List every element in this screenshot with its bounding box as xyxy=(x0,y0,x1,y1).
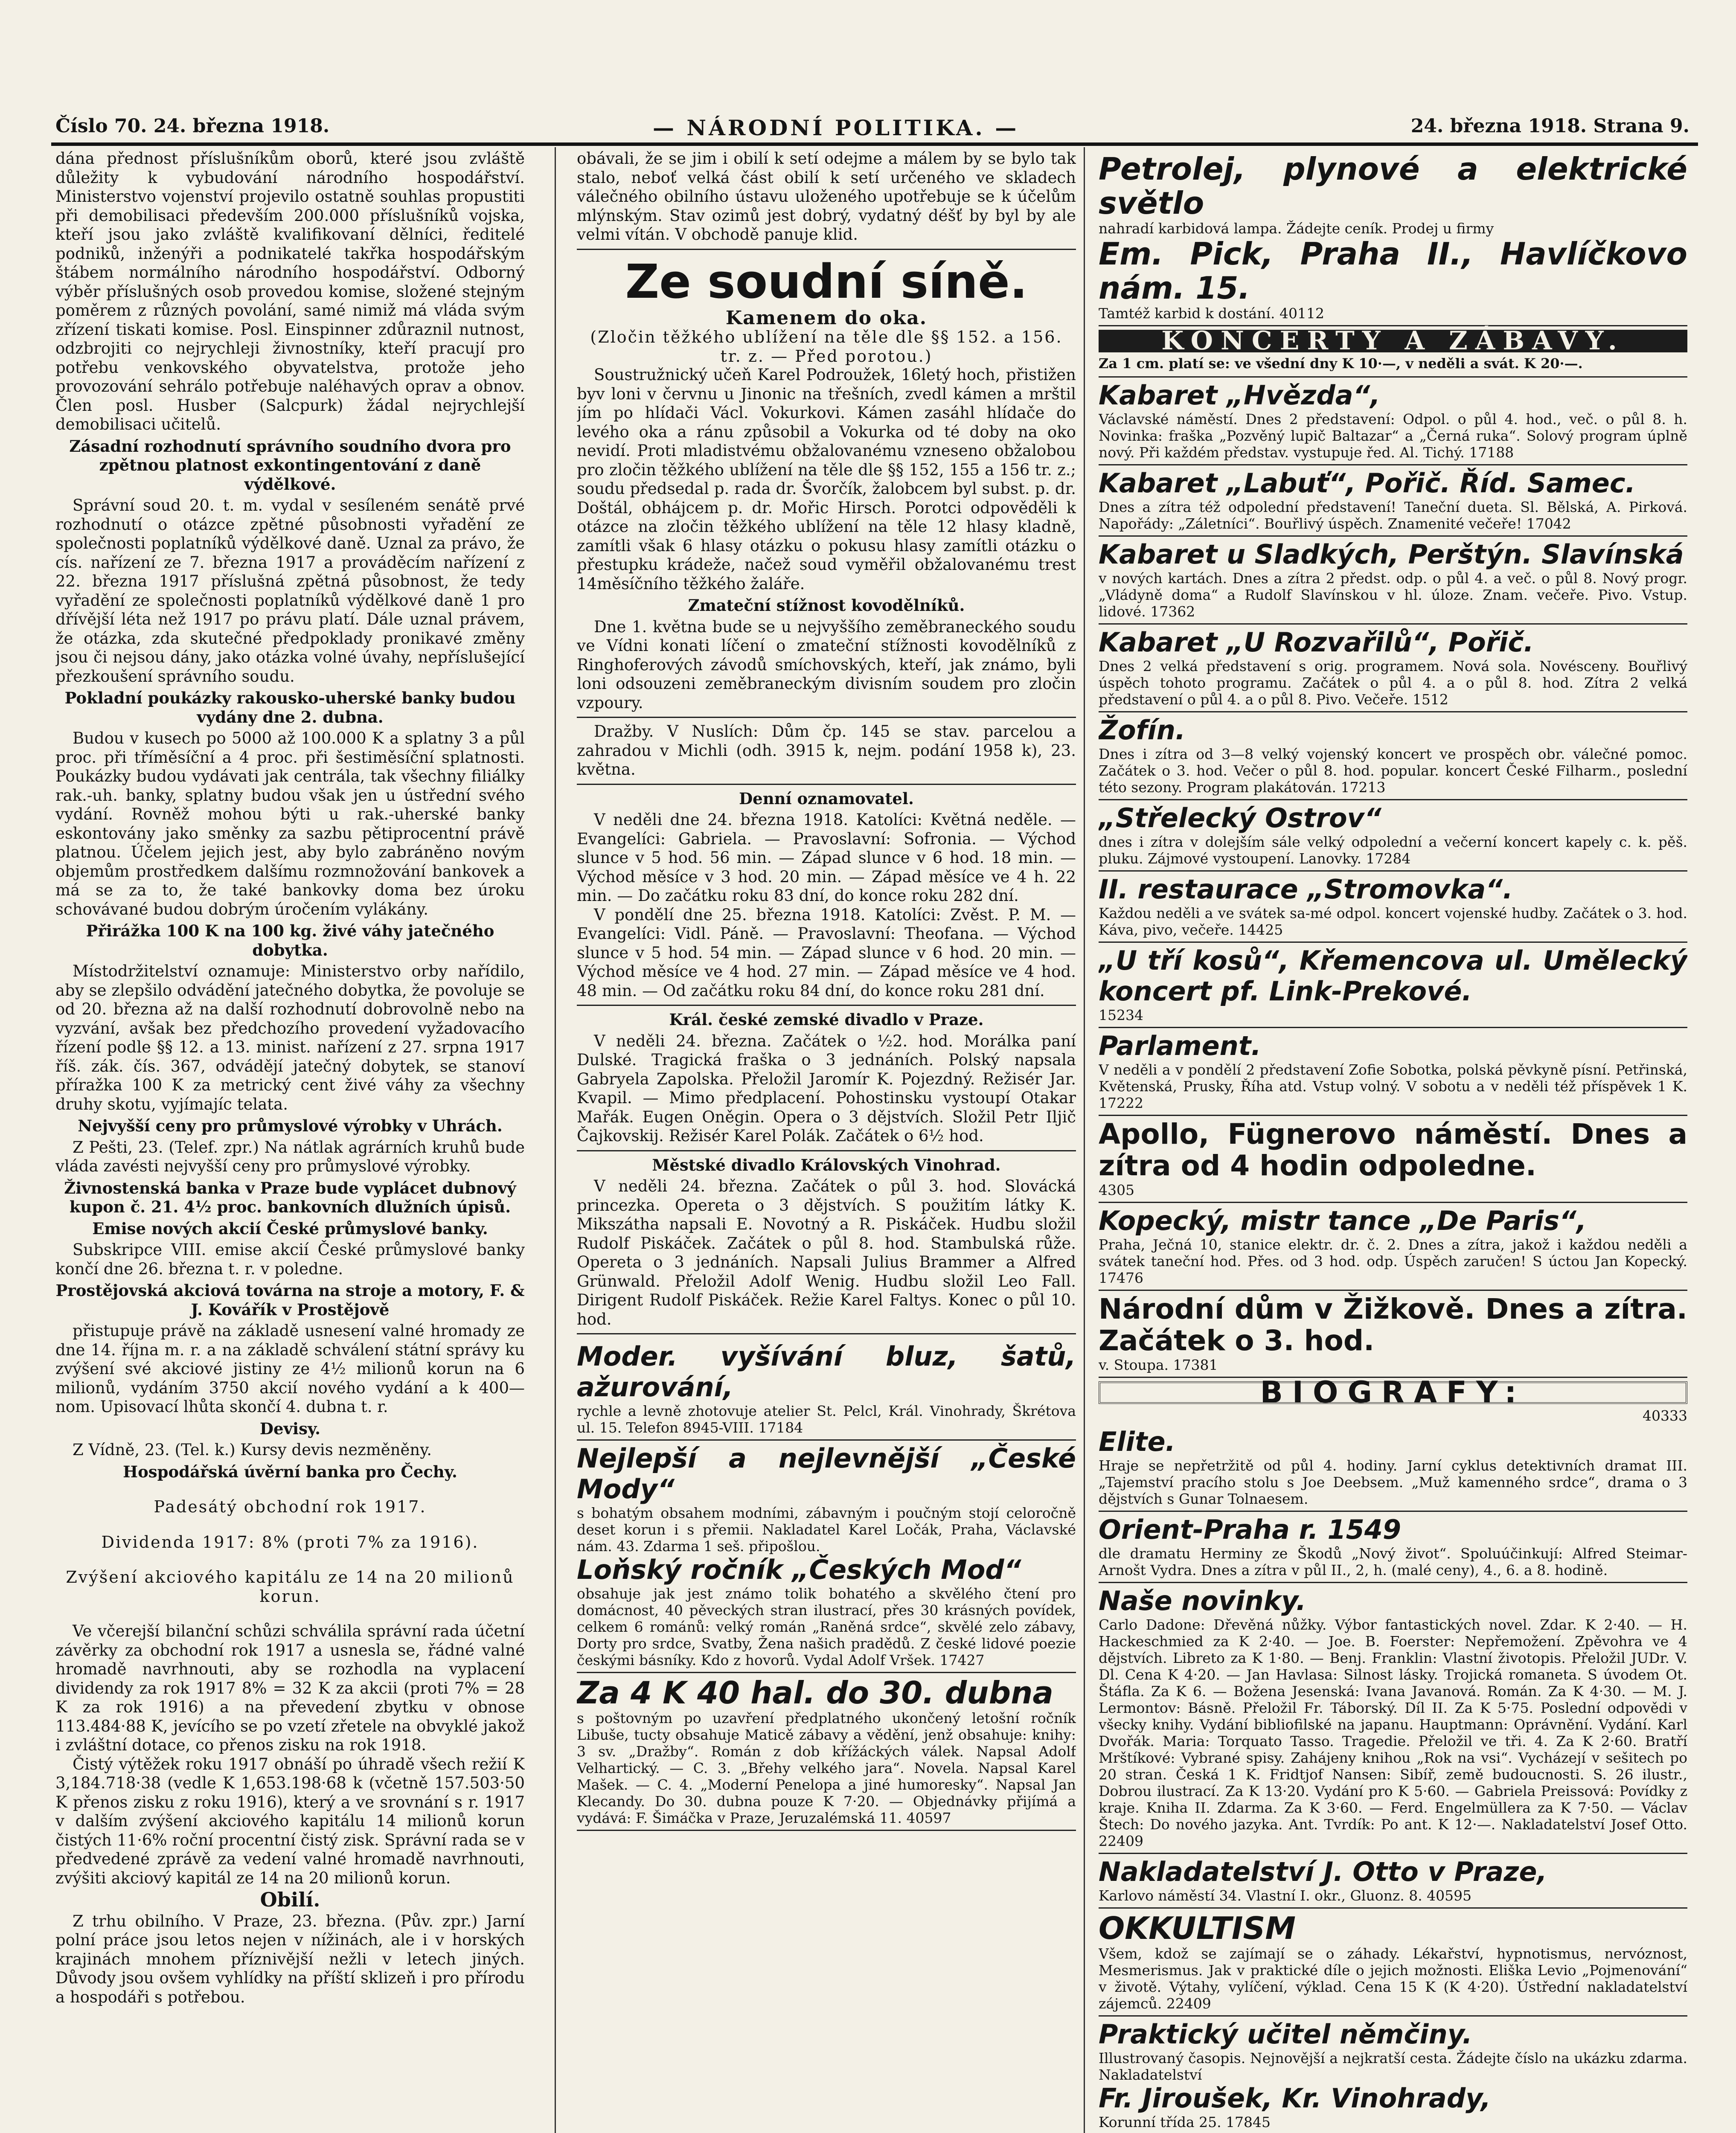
headline: Král. české zemské divadlo v Praze. xyxy=(669,1010,984,1029)
ad-body: Václavské náměstí. Dnes 2 představení: Odpol. o půl 4. hod., več. o půl 8. h. Novinka: fraška „Pozvěný lupič Baltazar“ a „Černá ruka“. Solový program úplně nový. Při každém představ. vystupuje řed. Al. Tichý. 17188 xyxy=(1099,411,1687,461)
ad-title: Loňský ročník „Českých Mod“ xyxy=(577,1554,1021,1585)
headline: Zmateční stížnost kovodělníků. xyxy=(688,596,965,615)
section-title: Ze soudní síně. xyxy=(625,254,1028,309)
article-subtitle: (Zločin těžkého ublížení na těle dle §§ 152. a 156. tr. z. — Před porotou.) xyxy=(590,328,1063,366)
advertisement xyxy=(1099,800,1687,872)
advertisement xyxy=(577,1441,1076,1673)
ad-body: Karlovo náměstí 34. Vlastní I. okr., Gluonz. 8. 40595 xyxy=(1099,1887,1472,1904)
ad-title: Moder. vyšívání bluz, šatů, ažurování, xyxy=(577,1341,1076,1403)
ad-body: Hraje se nepřetržitě od půl 4. hodiny. Jarní cyklus detektivních dramat III. „Tajemství pracího stolu s Joe Deebsem. „Muž kamenného srdce“, drama o 3 dějstvích s Gunar Tolnaesem. xyxy=(1099,1457,1687,1507)
newspaper-title: — NÁRODNÍ POLITIKA. — xyxy=(653,115,1019,140)
headline: Přirážka 100 K na 100 kg. živé váhy jatečného dobytka. xyxy=(86,921,494,959)
ad-body: Dnes a zítra též odpolední představení! Taneční dueta. Sl. Bělská, A. Pirková. Napořády: „Záletníci“. Bouřlivý úspěch. Znamenité večeře! 17042 xyxy=(1099,499,1687,532)
ad-title: OKKULTISM xyxy=(1099,1910,1296,1946)
article-text: dána přednost příslušníkům oborů, které jsou zvláště důležity k vybudování národního hospodářství. Ministerstvo vojenství projevilo ostatně souhlas propustiti při demobilisaci především 200.000 příslušníků vojska, kteří jsou jako zvláště kvalifikovaní dělníci, ředitelé podniků, inženýři a podnikatelé takřka hospodářským štábem normálního národního hospodářství. Odborný výběr příslušných osob provedou komise, složené stejným poměrem z různých povolání, samé nimiž má vláda svým zřízení tiskati komise. Posl. Einspinner zdůraznil nutnost, odzbrojiti co nejrychleji živnostníky, kteří pracují pro potřebu venkovského obyvatelstva, protože jeho provozování sehrálo potřebuje naléhavých oprav a obnov. Člen posl. Husber (Salcpurk) žádal nejrychlejší demobilisaci učitelů. xyxy=(55,149,525,433)
divider xyxy=(577,784,1076,785)
ad-body: s poštovným po uzavření předplatného ukončený letošní ročník Libuše, tucty obsahuje Maticě zábavy a vědění, jenž obsahuje: knihy: 3 sv. „Dražby“. Román z dob křížáckých válek. Napsal Adolf Velhartický. — C. 3. „Břehy velkého jara“. Novela. Napsal Karel Mašek. — C. 4. „Moderní Penelopa a jiné humoresky“. Napsal Jan Klecandy. Do 30. dubna pouze K 7·20. — Objednávky přijímá a vydává: F. Šimáčka v Praze, Jeruzalémská 11. 40597 xyxy=(577,1710,1076,1826)
subheadline: Zvýšení akciového kapitálu ze 14 na 20 milionů korun. xyxy=(66,1568,515,1606)
ad-body: v nových kartách. Dnes a zítra 2 předst. odp. o půl 4. a več. o půl 8. Nový progr. „Vládyně doma“ a Rudolf Slavínskou v hl. úloze. Znam. večeře. Pivo. Vstup. lidové. 17362 xyxy=(1099,570,1687,620)
headline: Zásadní rozhodnutí správního soudního dvora pro zpětnou platnost exkontingentování z daně výdělkové. xyxy=(69,436,511,494)
article-text: obávali, že se jim i obilí k setí odejme a málem by se bylo tak stalo, neboť velká část obilí k setí určeného ve skladech válečného obilního ústavu uloženého upotřebuje se k účelům mlýnským. Stav ozimů jest dobrý, vydatný déšť by byl by ale velmi vítán. V obchodě panuje klid. xyxy=(577,149,1076,244)
article-text: V neděli 24. března. Začátek o půl 3. hod. Slovácká princezka. Opereta o 3 dějstvích. S použitím látky K. Mikszátha napsali E. Novotný a R. Piskáček. Hudbu složil Rudolf Piskáček. Začátek o půl 8. hod. Stambulská růže. Opereta o 3 jednáních. Napsali Julius Brammer a Alfred Grünwald. Přeložil Adolf Wenig. Hudbu složil Leo Fall. Dirigent Rudolf Piskáček. Režie Karel Faltys. Konec o půl 10. hod. xyxy=(577,1177,1076,1328)
advertisement xyxy=(1099,1116,1687,1203)
headline: Nejvyšší ceny pro průmyslové výrobky v Uhrách. xyxy=(78,1116,503,1135)
advertisement xyxy=(1099,378,1687,465)
advertisement xyxy=(1099,1203,1687,1291)
advertisement xyxy=(1099,1291,1687,1378)
ad-title: Elite. xyxy=(1099,1426,1176,1457)
article-text: Z Pešti, 23. (Telef. zpr.) Na nátlak agrárních kruhů bude vláda zavésti nejvyšší ceny pro průmyslové výrobky. xyxy=(55,1138,525,1175)
banner-price-note: Za 1 cm. platí se: ve všední dny K 10·—, v neděli a svát. K 20·—. xyxy=(1099,352,1687,378)
ad-title: Petrolej, plynové a elektrické světlo xyxy=(1099,151,1687,221)
article-text: Čistý výtěžek roku 1917 obnáší po úhradě všech režií K 3,184.718·38 (vedle K 1,653.198·68 k (včetně 157.503·50 K přenos zisku z roku 1916), který a ve srovnání s r. 1917 v dalším zvýšení akciového kapitálu 14 milionů korun čistých 11·6% roční procentní čistý zisk. Správní rada se v předvedené zprávě za vedení valné hromadě navrhnouti, zvýšiti akciový kapitál ze 14 na 20 milionů korun. xyxy=(55,1755,525,1887)
ad-title: Kabaret „Hvězda“, xyxy=(1099,380,1381,411)
advertisement xyxy=(1099,1512,1687,1583)
ad-body: Carlo Dadone: Dřevěná nůžky. Výbor fantastických novel. Zdar. K 2·40. — H. Hackeschmied za K 2·40. — Joe. B. Foerster: Nepřemožení. Zpěvohra ve 4 dějstvích. Libreto za K 1·80. — Benj. Franklin: Vlastní životopis. Přeložil JUDr. V. Dl. Cena K 4·20. — Jan Havlasa: Silnost lásky. Trojická romaneta. S úvodem Ot. Štáfla. Za K 6. — Božena Jesenská: Ivana Javanová. Román. Za K 4·30. — M. J. Lermontov: Básně. Přeložil Fr. Táborský. Díl II. Za K 5·75. Poslední odpovědi v všecky knihy. Vydání bibliofilské na japanu. Hauptmann: Oprávnění. Vydání. Karl Dvořák. Maria: Torquato Tasso. Tragedie. Přeložil ve tři. 4. Za K 2·60. Bratří Mrštíkové: Vybrané spisy. Zahájeny knihou „Rok na vsi“. Vycházejí v sešitech po 20 stran. Česká 1 K. Fridtjof Nansen: Sibíř, země budoucnosti. S. 26 ilustr., Dobrou ilustrací. Za K 13·20. Vydání pro K 5·60. — Gabriela Preissová: Povídky z kraje. Kniha II. Zdarma. Za K 3·60. — Ferd. Engelmüllera za K 7·50. — Václav Štech: Do nového jazyka. Ant. Tvrdík: Po ant. K 12·—. Nakladatelství Josef Otto. 22409 xyxy=(1099,1616,1687,1849)
ad-body: Každou neděli a ve svátek sa-mé odpol. koncert vojenské hudby. Začátek o 3. hod. Káva, pivo, večeře. 14425 xyxy=(1099,905,1687,938)
ad-body: obsahuje jak jest známo tolik bohatého a skvělého čtení pro domácnost, 40 pěveckých stran ilustrací, přes 30 krásných povídek, celkem 6 románů: velký román „Raněná srdce“, skvělé zelo zábavy, Dorty pro srdce, Svatby, Žena našich pradědů. Z české lidové poezie českými básníky. Kdo z hovorů. Vydal Adolf Vršek. 17427 xyxy=(577,1585,1076,1668)
divider xyxy=(577,249,1076,250)
article-text: Dne 1. května bude se u nejvyššího zeměbraneckého soudu ve Vídni konati líčení o zmateční stížnosti kovodělníků z Ringhoferových závodů smíchovských, kteří, jak známo, byli loni odsouzeni zeměbraneckým divisním soudem pro zločin vzpoury. xyxy=(577,617,1076,712)
advertisement xyxy=(1099,1583,1687,1854)
divider xyxy=(577,1150,1076,1151)
ad-body: nahradí karbidová lampa. Žádejte ceník. Prodej u firmy xyxy=(1099,220,1494,237)
masthead xyxy=(55,115,1689,141)
article-text: V neděli 24. března. Začátek o ½2. hod. Morálka paní Dulské. Tragická fraška o 3 jednáních. Polský napsala Gabryela Zapolska. Přeložil Jaromír K. Pojezdný. Režisér Jar. Kvapil. — Mimo předplacení. Pohostinsku vystoupí Otakar Mařák. Eugen Oněgin. Opera o 3 dějstvích. Složil Petr Iljič Čajkovskij. Režisér Karel Polák. Začátek o 6½ hod. xyxy=(577,1032,1076,1145)
advertisement xyxy=(577,1339,1076,1441)
ad-body: Korunní třída 25. 17845 xyxy=(1099,2113,1271,2130)
section-banner: KONCERTY A ZÁBAVY. xyxy=(1099,330,1687,352)
ad-title: Za 4 K 40 hal. do 30. dubna xyxy=(577,1675,1053,1711)
advertisement xyxy=(1099,943,1687,1028)
ad-title: Nakladatelství J. Otto v Praze, xyxy=(1099,1856,1547,1887)
ad-title: Parlament. xyxy=(1099,1030,1261,1061)
ad-title: II. restaurace „Stromovka“. xyxy=(1099,874,1513,905)
ad-body: v. Stoupa. 17381 xyxy=(1099,1357,1218,1373)
advertisement xyxy=(577,1673,1076,1831)
ad-title: Em. Pick, Praha II., Havlíčkovo nám. 15. xyxy=(1099,236,1687,306)
ad-title: Fr. Jiroušek, Kr. Vinohrady, xyxy=(1099,2082,1491,2114)
ad-title: „U tří kosů“, Křemencova ul. Umělecký koncert pf. Link-Prekové. xyxy=(1099,945,1687,1007)
column-court xyxy=(577,149,1076,2133)
advertisement xyxy=(1099,1424,1687,1512)
article-text: Budou v kusech po 5000 až 100.000 K a splatny 3 a půl proc. při tříměsíční a 4 proc. při šestiměsíční splatnosti. Poukázky budou vydávati jak centrála, tak všechny filiálky rak.-uh. banky, splatny budou však jen u ústřední svého vydání. Rovněž mohou býti u rak.-uherské banky eskontovány jako směnky za sazbu pětiprocentní právě platnou. Účelem jejich jest, aby bylo zabráněno novým objemům prostředkem dalšímu rozmnožování bankovek a má se za to, že také bankovky doma bez úroku schovávané budou dobrým úročením vylákány. xyxy=(55,729,525,918)
ad-title: Kabaret „U Rozvařilů“, Pořič. xyxy=(1099,627,1534,658)
ad-title: Nejlepší a nejlevnější „České Mody“ xyxy=(577,1443,1076,1505)
ad-body: Illustrovaný časopis. Nejnovější a nejkratší cesta. Žádejte číslo na ukázku zdarma. Nakladatelství xyxy=(1099,2049,1687,2083)
ad-body: Praha, Ječná 10, stanice elektr. dr. č. 2. Dnes a zítra, jakož i každou neděli a svátek taneční hod. Přes. od 3 hod. odp. Úspěch zaručen! S úctou Jan Kopecký. 17476 xyxy=(1099,1236,1687,1286)
page-date: 24. března 1918. Strana 9. xyxy=(1410,115,1689,137)
article-text: Místodržitelství oznamuje: Ministerstvo orby nařídilo, aby se zlepšilo odvádění jatečného dobytka, že povoluje se od 20. března až na další rozhodnutí dobrovolně nebo na vyzvání, avšak bez předchozího provedení vyžadovacího řízení podle §§ 12. a 13. minist. nařízení z 27. srpna 1917 říš. zák. čís. 367, odvádějí jatečný dobytek, se stanoví příražka 100 K za metrický cent živé váhy za všechny druhy skotu, vyjímajíc telata. xyxy=(55,962,525,1113)
advertisement xyxy=(1099,872,1687,943)
advertisement xyxy=(1099,149,1687,326)
article-text: Správní soud 20. t. m. vydal v sesíleném senátě prvé rozhodnutí o otázce zpětné působnosti vyřadění ze společnosti poplatníků výdělkové daně. Uznal za právo, že cís. nařízení ze 7. března 1917 a prováděcím nařízení z 22. března 1917 příslušná zpětná působnost, že tedy vyřadění ze společnosti poplatníků výdělkové daně 1 pro dřívější léta než 1917 po právu platí. Dále uznal právem, že otázka, zda skutečné předpoklady pronikavé změny jsou či nejsou dány, jako otázka volné úvahy, nepříslušející přezkoušení správního soudu. xyxy=(55,496,525,686)
header-rule xyxy=(51,142,1698,146)
advertisement xyxy=(1099,465,1687,537)
advertisement xyxy=(1099,1909,1687,2017)
ad-title: Národní dům v Žižkově. Dnes a zítra. Začátek o 3. hod. xyxy=(1099,1293,1687,1357)
advertisement xyxy=(1099,537,1687,625)
ad-title: „Střelecký Ostrov“ xyxy=(1099,802,1381,834)
article-text: Z trhu obilního. V Praze, 23. března. (Pův. zpr.) Jarní polní práce jsou letos nejen v nížinách, ale i v horských krajinách mnohem příznivější nežli v letech jiných. Důvody jsou ovšem vyhlídky na příští sklizeň i pro přírodu a hospodáři s potřebou. xyxy=(55,1912,525,2006)
article-text: Z Vídně, 23. (Tel. k.) Kursy devis nezměněny. xyxy=(73,1441,432,1459)
advertisement xyxy=(1099,1028,1687,1116)
article-text: přistupuje právě na základě usnesení valné hromady ze dne 14. října m. r. a na základě schválení státní správy ku zvýšení své akciové jistiny ze 4½ milionů korun na 6 milionů, vydáním 3750 akcií nového vydání a k 400— nom. Upisovací lhůta skončí 4. dubna t. r. xyxy=(55,1322,525,1416)
ad-body: 15234 xyxy=(1099,1007,1143,1023)
column-divider xyxy=(555,147,556,2133)
divider xyxy=(577,1005,1076,1006)
ad-title: Žofín. xyxy=(1099,715,1186,746)
headline: Prostějovská akciová továrna na stroje a motory, F. & J. Kovářík v Prostějově xyxy=(55,1281,525,1319)
advertisement xyxy=(1099,2017,1687,2133)
divider xyxy=(577,717,1076,718)
article-title: Kamenem do oka. xyxy=(725,307,928,329)
ad-title: Apollo, Fügnerovo náměstí. Dnes a zítra od 4 hodin odpoledne. xyxy=(1099,1118,1687,1182)
headline: Emise nových akcií České průmyslové banky. xyxy=(92,1219,488,1238)
article-text: Subskripce VIII. emise akcií České průmyslové banky končí dne 26. března t. r. v poledne. xyxy=(55,1241,525,1278)
article-text: V pondělí dne 25. března 1918. Katolíci: Zvěst. P. M. — Evangelíci: Vidl. Páně. — Pravoslavní: Theofana. — Východ slunce v 5 hod. 54 min. — Západ slunce v 6 hod. 20 min. — Východ měsíce ve 4 hod. 27 min. — Západ měsíce ve 4 hod. 48 min. — Od začátku roku 84 dní, do konce roku 281 dní. xyxy=(577,905,1076,1000)
ad-body: 4305 xyxy=(1099,1182,1134,1198)
headline: Devisy. xyxy=(259,1419,321,1438)
ad-title: Naše novinky. xyxy=(1099,1585,1306,1616)
ad-title: Kabaret u Sladkých, Perštýn. Slavínská xyxy=(1099,539,1684,570)
headline: Pokladní poukázky rakousko-uherské banky budou vydány dne 2. dubna. xyxy=(64,689,516,726)
ad-body: s bohatým obsahem modními, zábavným i poučným stojí celoročně deset korun i s přemii. Nakladatel Karel Ločák, Praha, Václavské nám. 43. Zdarma 1 seš. připošlou. xyxy=(577,1505,1076,1555)
headline: Hospodářská úvěrní banka pro Čechy. xyxy=(123,1462,457,1481)
ad-body: dle dramatu Herminy ze Škodů „Nový život“. Spoluúčinkují: Alfred Steimar-Arnošt Vydra. Dnes a zítra v půl II., 2, h. (malé ceny), 4., 6. a 8. hodině. xyxy=(1099,1545,1687,1578)
article-text: V neděli dne 24. března 1918. Katolíci: Květná neděle. — Evangelíci: Gabriela. — Pravoslavní: Sofronia. — Východ slunce v 5 hod. 56 min. — Západ slunce v 6 hod. 18 min. — Východ měsíce v 3 hod. 20 min. — Západ měsíce ve 4 h. 22 min. — Do začátku roku 83 dní, do konce roku 282 dní. xyxy=(577,811,1076,905)
ad-title: Kopecký, mistr tance „De Paris“, xyxy=(1099,1205,1587,1236)
advertisement xyxy=(1099,712,1687,800)
issue-number: Číslo 70. 24. března 1918. xyxy=(55,115,330,137)
ad-body: Dnes 2 velká představení s orig. programem. Nová sola. Novésceny. Bouřlivý úspěch tohoto programu. Začátek o půl 4. a o půl 8. hod. Zítra 2 velká představení o půl 4. a o půl 8. Pivo. Večeře. 1512 xyxy=(1099,658,1687,708)
section-banner: BIOGRAFY: xyxy=(1099,1381,1687,1404)
subheadline: Padesátý obchodní rok 1917. xyxy=(154,1497,427,1516)
advertisement xyxy=(1099,625,1687,712)
ad-title: Orient-Praha r. 1549 xyxy=(1099,1514,1402,1545)
column-divider xyxy=(1084,147,1085,2133)
advertisement xyxy=(1099,1854,1687,1909)
column-ads xyxy=(1099,149,1687,2133)
headline: Městské divadlo Královských Vinohrad. xyxy=(652,1155,1001,1174)
article-text: Ve včerejší bilanční schůzi schválila správní rada účetní závěrky za obchodní rok 1917 a usnesla se, řádné valné hromadě navrhnouti, aby se rozhodla na vyplacení dividendy za rok 1917 8% = 32 K za akcii (proti 7% = 28 K za rok 1916) a na převedení zbytku v obnose 113.484·88 K, jevícího se po vzetí zřetele na obvyklé jakož i zvláštní dotace, co přenos zisku na rok 1918. xyxy=(55,1622,525,1754)
ad-body: Dnes i zítra od 3—8 velký vojenský koncert ve prospěch obr. válečné pomoc. Začátek o 3. hod. Večer o půl 8. hod. popular. koncert České Filharm., poslední této sezony. Program plakátován. 17213 xyxy=(1099,746,1687,796)
ad-body: Tamtéž karbid k dostání. 40112 xyxy=(1099,305,1324,322)
article-text: Dražby. V Nuslích: Dům čp. 145 se stav. parcelou a zahradou v Michli (odh. 3915 k, nejm. podání 1958 k), 23. května. xyxy=(577,722,1076,779)
divider xyxy=(577,1333,1076,1334)
column-economy xyxy=(55,149,525,2133)
article-text: Soustružnický učeň Karel Podroužek, 16letý hoch, přistižen byv loni v červnu u Jinonic na třešních, zvedl kámen a mrštil jím po hlídači Václ. Vokurkovi. Kámen zasáhl hlídače do levého oka a ránu způsobil a Vokurka od té doby na oko nevidí. Proti mladistvému obžalovanému vzneseno obžalobou pro zločin těžkého ublížení na těle dle §§ 152, 155 a 156 tr. z.; soudu předsedal p. rada dr. Švorčík, žalobcem byl subst. p. dr. Doštál, obhájcem p. dr. Mořic Hirsch. Porotci odpověděli k otázce na zločin těžkého ublížení na těle 12 hlasy kladně, zamítli však 6 hlasy otázku o pokusu hlasy zamítli otázku o přestupku krádeže, načež soud vyměřil obžalovanému trest 14měsíčního těžkého žaláře. xyxy=(577,366,1076,593)
ad-number: 40333 xyxy=(1643,1407,1687,1424)
headline: Obilí. xyxy=(260,1888,320,1911)
ad-body: V neděli a v pondělí 2 představení Zofie Sobotka, polská pěvkyně písní. Petřinská, Květenská, Prusky, Říha atd. Vstup volný. V sobotu a v neděli též příspěvek 1 K. 17222 xyxy=(1099,1061,1687,1111)
ad-title: Kabaret „Labuť“, Pořič. Říd. Samec. xyxy=(1099,468,1636,499)
subheadline: Dividenda 1917: 8% (proti 7% za 1916). xyxy=(101,1532,479,1552)
ad-body: Všem, kdož se zajímají se o záhady. Lékařství, hypnotismus, nervóznost, Mesmerismus. Jak v praktické díle o jejich možnosti. Eliška Levio „Pojmenování“ v životě. Výtahy, vylíčení, výklad. Cena 15 K (K 4·20). Ústřední nakladatelství zájemců. 22409 xyxy=(1099,1945,1687,2012)
ad-title: Praktický učitel němčiny. xyxy=(1099,2018,1472,2050)
ad-body: dnes i zítra v dolejším sále velký odpolední a večerní koncert kapely c. k. pěš. pluku. Zájmové vystoupení. Lanovky. 17284 xyxy=(1099,834,1687,867)
headline: Denní oznamovatel. xyxy=(739,789,914,808)
headline: Živnostenská banka v Praze bude vyplácet dubnový kupon č. 21. 4½ proc. bankovních dlužních úpisů. xyxy=(64,1178,516,1216)
ad-body: rychle a levně zhotovuje atelier St. Pelcl, Král. Vinohrady, Škrétova ul. 15. Telefon 8945-VIII. 17184 xyxy=(577,1403,1076,1436)
